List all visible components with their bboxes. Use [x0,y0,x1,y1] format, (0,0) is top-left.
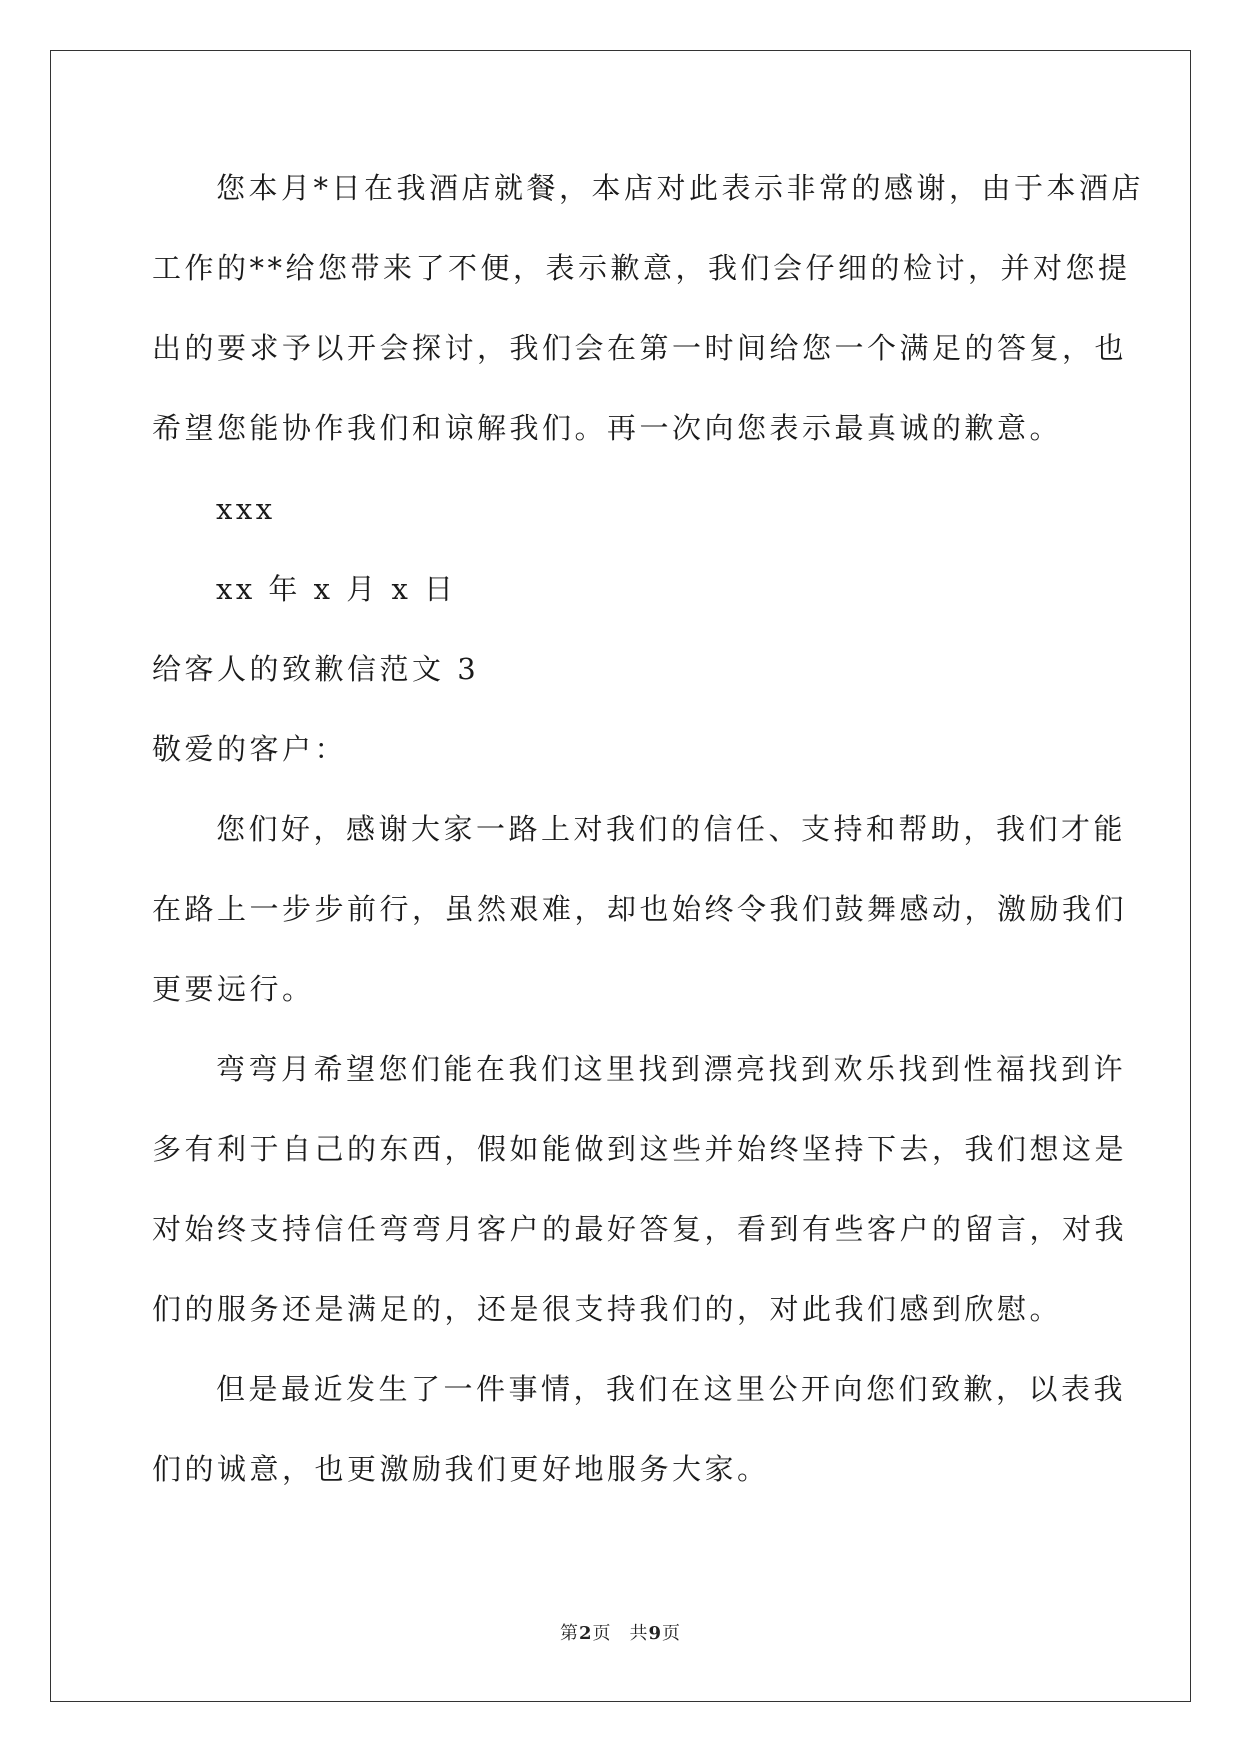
paragraph-line: 更要远行。 [152,972,315,1006]
page-number-suffix: 页 [592,1623,612,1644]
page-number-prefix: 第 [559,1623,579,1644]
paragraph-line: 多有利于自己的东西，假如能做到这些并始终坚持下去，我们想这是 [152,1132,1128,1166]
paragraph-line: 弯弯月希望您们能在我们这里找到漂亮找到欢乐找到性福找到许 [216,1052,1127,1086]
page-total-suffix: 页 [662,1623,682,1644]
salutation: 敬爱的客户： [152,732,348,766]
page-number-total: 9 [648,1623,663,1644]
paragraph-line: 但是最近发生了一件事情，我们在这里公开向您们致歉，以表我 [216,1372,1127,1406]
paragraph-line: 对始终支持信任弯弯月客户的最好答复，看到有些客户的留言，对我 [152,1212,1128,1246]
paragraph-line: 们的服务还是满足的，还是很支持我们的，对此我们感到欣慰。 [152,1292,1063,1326]
paragraph-line: 工作的**给您带来了不便，表示歉意，我们会仔细的检讨，并对您提 [152,251,1131,285]
page-number-current: 2 [578,1623,593,1644]
paragraph-line: 您本月*日在我酒店就餐，本店对此表示非常的感谢，由于本酒店 [216,171,1145,205]
paragraph-line: 出的要求予以开会探讨，我们会在第一时间给您一个满足的答复，也 [152,331,1128,365]
signature-name: xxx [216,492,276,526]
page-total-prefix: 共 [629,1623,649,1644]
signature-date: xx 年 x 月 x 日 [216,572,457,606]
paragraph-line: 您们好，感谢大家一路上对我们的信任、支持和帮助，我们才能 [216,812,1127,846]
paragraph-line: 在路上一步步前行，虽然艰难，却也始终令我们鼓舞感动，激励我们 [152,892,1128,926]
section-title: 给客人的致歉信范文 3 [152,652,480,686]
paragraph-line: 们的诚意，也更激励我们更好地服务大家。 [152,1452,770,1486]
paragraph-line: 希望您能协作我们和谅解我们。再一次向您表示最真诚的歉意。 [152,411,1063,445]
page-footer [0,1622,1241,1646]
